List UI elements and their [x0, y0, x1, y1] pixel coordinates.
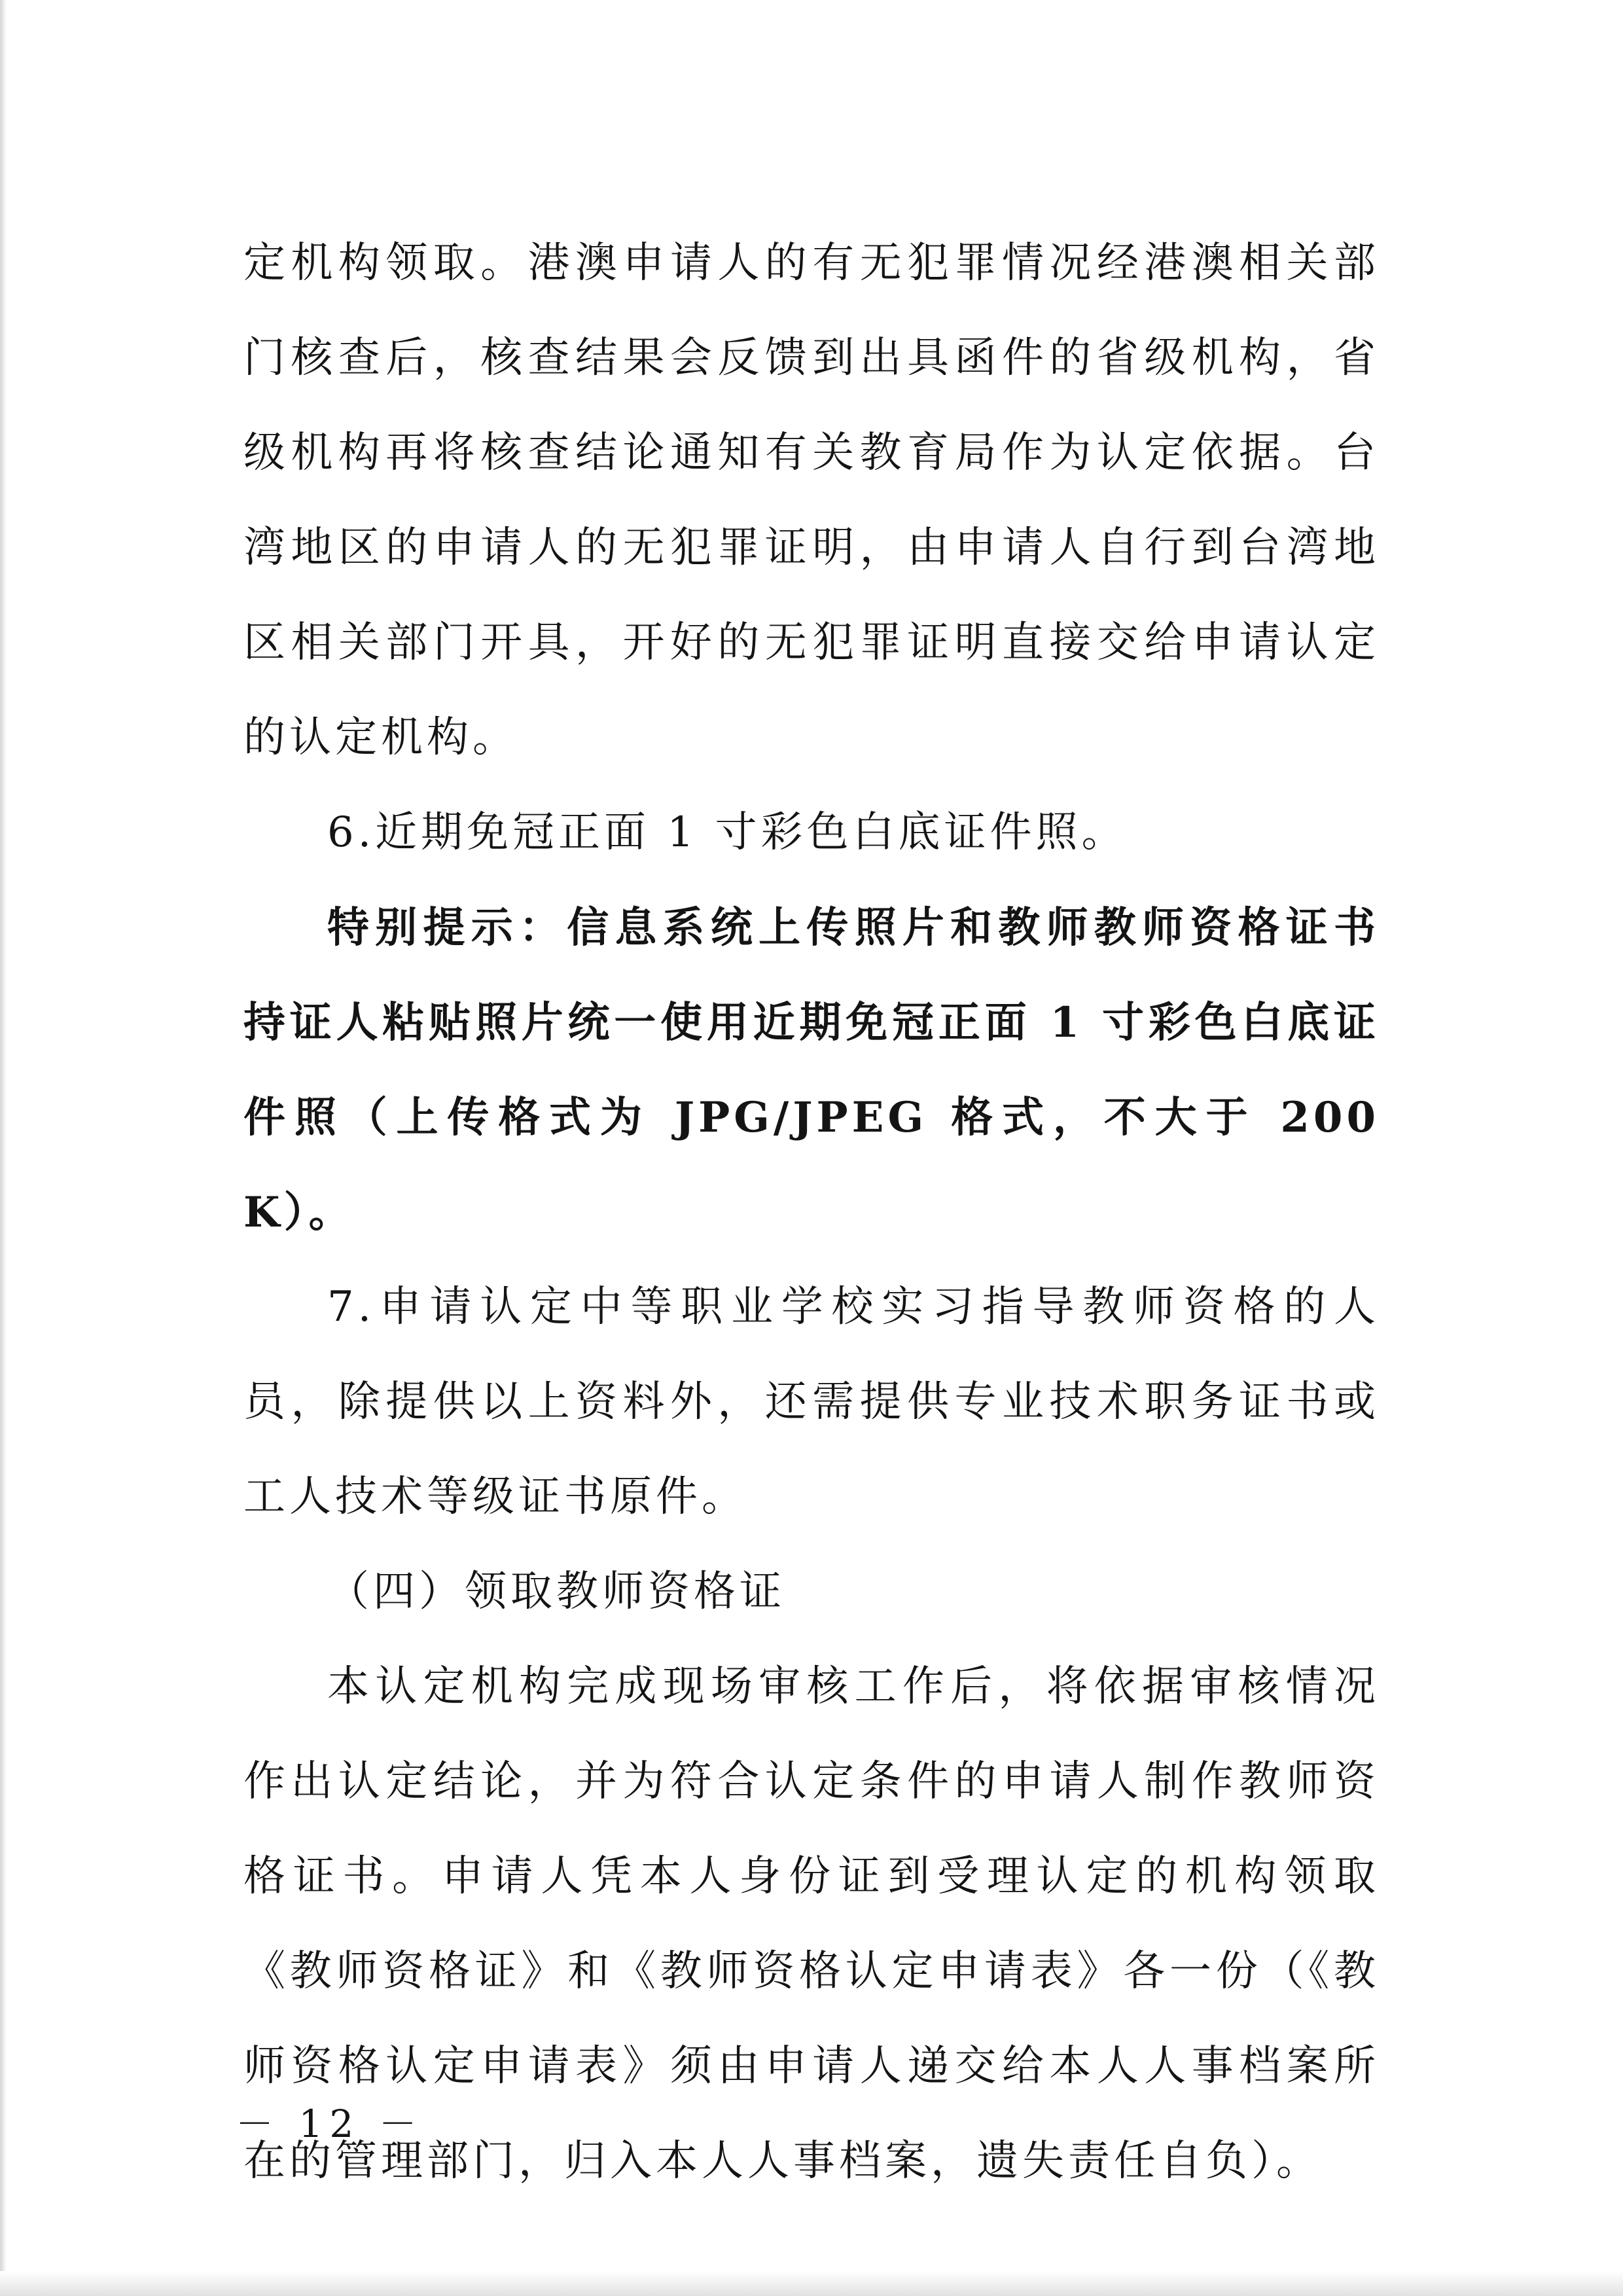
paragraph-collect-certificate: 本认定机构完成现场审核工作后，将依据审核情况作出认定结论，并为符合认定条件的申请人制作教师资格证书。申请人凭本人身份证到受理认定的机构领取《教师资格证》和《教师资格认定申请表》各一份（《教师资格认定申请表》须由申请人递交给本人人事档案所在的管理部门，归入本人人事档案，遗失责任自负）。	[243, 1662, 1380, 2185]
page-number: － 12 －	[236, 2102, 423, 2146]
paragraph-item-6-photo: 6.近期免冠正面 1 寸彩色白底证件照。	[327, 808, 1128, 857]
paragraph-item-7-vocational: 7.申请认定中等职业学校实习指导教师资格的人员，除提供以上资料外，还需提供专业技术职务证书或工人技术等级证书原件。	[243, 1283, 1380, 1521]
document-body	[243, 216, 1380, 2209]
scan-edge-bottom	[0, 2271, 1623, 2296]
paragraph-no-crime-certificate: 定机构领取。港澳申请人的有无犯罪情况经港澳相关部门核查后，核查结果会反馈到出具函件的省级机构，省级机构再将核查结论通知有关教育局作为认定依据。台湾地区的申请人的无犯罪证明，由申请人自行到台湾地区相关部门开具，开好的无犯罪证明直接交给申请认定的认定机构。	[243, 239, 1380, 762]
scan-edge-left	[0, 0, 7, 2296]
paragraph-special-notice: 特别提示：信息系统上传照片和教师教师资格证书持证人粘贴照片统一使用近期免冠正面 1 寸彩色白底证件照（上传格式为 JPG/JPEG 格式，不大于 200K）。	[243, 903, 1380, 1237]
section-heading-collect-certificate: （四）领取教师资格证	[327, 1568, 785, 1616]
